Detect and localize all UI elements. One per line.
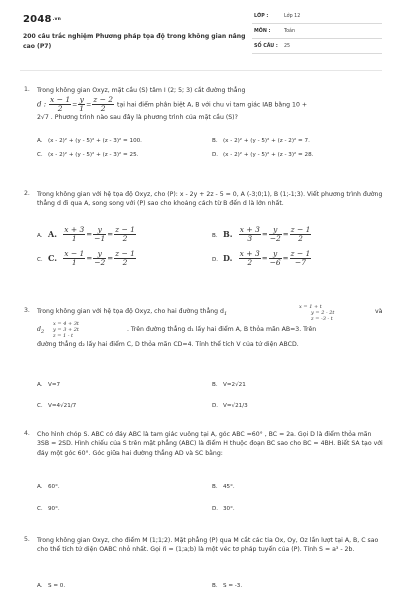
option-d[interactable]: D. D. $\frac{x + 3}{2}$ = $\frac{y}{-6}$ = $\frac{z - 1}{-7}$ bbox=[212, 249, 311, 267]
line-d1-system: x = 1 + t y = 2 - 2t z = -3 - t bbox=[299, 304, 335, 322]
question-line: đường thẳng d₂ lấy hai điểm C, D thỏa mãn CD=4. Tính thể tích V của tứ diện ABCD. bbox=[37, 341, 299, 348]
question-line bbox=[37, 321, 387, 340]
option-b[interactable]: B. S = -3. bbox=[212, 583, 243, 589]
option-c[interactable]: C. C. $\frac{x - 1}{1}$ = $\frac{y}{-2}$ = $\frac{z - 1}{2}$ bbox=[37, 249, 135, 267]
meta-label: MÔN : bbox=[254, 29, 271, 34]
question-line-equation bbox=[37, 96, 383, 113]
option-a[interactable]: A. V=7 bbox=[37, 382, 61, 388]
question-text-part: Trong không gian với hệ tọa độ Oxyz, cho hai đường thẳng d bbox=[37, 308, 224, 315]
option-a[interactable]: A. 60°. bbox=[37, 484, 60, 490]
option-a[interactable]: A. A. $\frac{x + 3}{1}$ = $\frac{y}{-1}$ = $\frac{z - 1}{2}$ bbox=[37, 225, 135, 243]
question-number: 2. bbox=[24, 190, 30, 197]
header-divider bbox=[20, 70, 382, 71]
equals: = bbox=[86, 101, 92, 109]
question-text bbox=[37, 304, 387, 349]
question-text: Trong không gian với hệ tọa độ Oxyz, cho (P): x - 2y + 2z - 5 = 0, A (-3;0;1), B (1;-1;3). Viết phương trình đường thẳng d đi qua A, song song với (P) sao cho khoảng cách từ B đến d là lớn nhất. bbox=[37, 191, 383, 208]
logo-suffix: .vn bbox=[52, 16, 62, 22]
question-line: tại hai điểm phân biệt A, B với chu vi tam giác IAB bằng 10 + bbox=[117, 101, 308, 109]
question-line: 2√7 . Phương trình nào sau đây là phương trình của mặt cầu (S)? bbox=[37, 114, 238, 122]
question-text: Cho hình chóp S. ABC có đáy ABC là tam giác vuông tại A, góc ABC =60° , BC = 2a. Gọi D là điểm thỏa mãn 3SB = 2SD. Hình chiếu của S trên mặt phẳng (ABC) là điểm H thuộc đoạn BC sao cho BC = 4BH. Biết SA tạo với đáy một góc 60°. Góc giữa hai đường thẳng AD và SC bằng: bbox=[37, 431, 383, 457]
fraction: $\frac{y}{1}$ bbox=[79, 95, 85, 114]
meta-class bbox=[252, 12, 382, 24]
subscript: 1 bbox=[223, 311, 228, 318]
meta-subject bbox=[252, 27, 382, 39]
question-line bbox=[37, 304, 387, 325]
meta-value: Toán bbox=[284, 29, 296, 34]
meta-value: 25 bbox=[284, 44, 291, 49]
option-b[interactable]: B. 45°. bbox=[212, 484, 235, 490]
option-b[interactable]: B. V=2√21 bbox=[212, 382, 246, 388]
question-text: Trong không gian Oxyz, cho điểm M (1;1;2). Mặt phẳng (P) qua M cắt các tia Ox, Oy, Oz lần lượt tại A, B, C sao cho thể tích tứ diện OABC nhỏ nhất. Gọi n⃗ = (1;a;b) là một véc tơ pháp tuyến của (P). Tính S = a³ - 2b. bbox=[37, 537, 379, 554]
option-c[interactable]: C. 90°. bbox=[37, 506, 60, 512]
option-d[interactable]: D. 30°. bbox=[212, 506, 235, 512]
option-d[interactable]: D. V=√21/3 bbox=[212, 403, 248, 409]
fraction: $\frac{x - 1}{2}$ bbox=[50, 95, 71, 114]
option-d[interactable]: D. (x - 2)² + (y - 5)² + (z - 3)² = 28. bbox=[212, 152, 314, 158]
line-d-label: d : bbox=[37, 100, 47, 109]
equals: = bbox=[72, 101, 78, 109]
subscript: 2 bbox=[40, 329, 45, 336]
option-b[interactable]: B. (x - 2)² + (y - 5)² + (z - 2)² = 7. bbox=[212, 138, 310, 144]
meta-label: SỐ CÂU : bbox=[254, 44, 278, 49]
page-header bbox=[0, 0, 400, 68]
fraction: $\frac{z - 2}{2}$ bbox=[93, 95, 114, 114]
option-b[interactable]: B. B. $\frac{x + 3}{3}$ = $\frac{y}{-2}$ = $\frac{z - 1}{2}$ bbox=[212, 225, 311, 243]
question-number: 4. bbox=[24, 430, 30, 437]
question-text-part: và bbox=[375, 308, 383, 315]
line-d2-label: d bbox=[37, 326, 41, 333]
meta-question-count bbox=[252, 42, 382, 54]
question-line: Trong không gian Oxyz, mặt cầu (S) tâm I (2; 5; 3) cắt đường thẳng bbox=[37, 87, 246, 94]
logo-text: 2048 bbox=[23, 14, 52, 25]
option-a[interactable]: A. S = 0. bbox=[37, 583, 66, 589]
option-a[interactable]: A. (x - 2)² + (y - 5)² + (z - 3)² = 100. bbox=[37, 138, 142, 144]
line-d2-system: x = 4 + 3t y = 3 + 2t z = 1 - t bbox=[53, 321, 79, 339]
question-number: 5. bbox=[24, 536, 30, 543]
option-c[interactable]: C. (x - 2)² + (y - 5)² + (z - 3)² = 25. bbox=[37, 152, 139, 158]
option-c[interactable]: C. V=4√21/7 bbox=[37, 403, 77, 409]
document-title: 200 câu trắc nghiệm Phương pháp tọa độ trong không gian nâng cao (P7) bbox=[23, 33, 246, 50]
question-text bbox=[37, 86, 383, 123]
site-logo[interactable] bbox=[23, 14, 61, 25]
meta-value: Lớp 12 bbox=[284, 14, 301, 19]
question-number: 1. bbox=[24, 86, 30, 93]
question-text-part: . Trên đường thẳng d₁ lấy hai điểm A, B thỏa mãn AB=3. Trên bbox=[127, 326, 317, 333]
question-number: 3. bbox=[24, 307, 30, 314]
meta-label: LỚP : bbox=[254, 14, 269, 19]
